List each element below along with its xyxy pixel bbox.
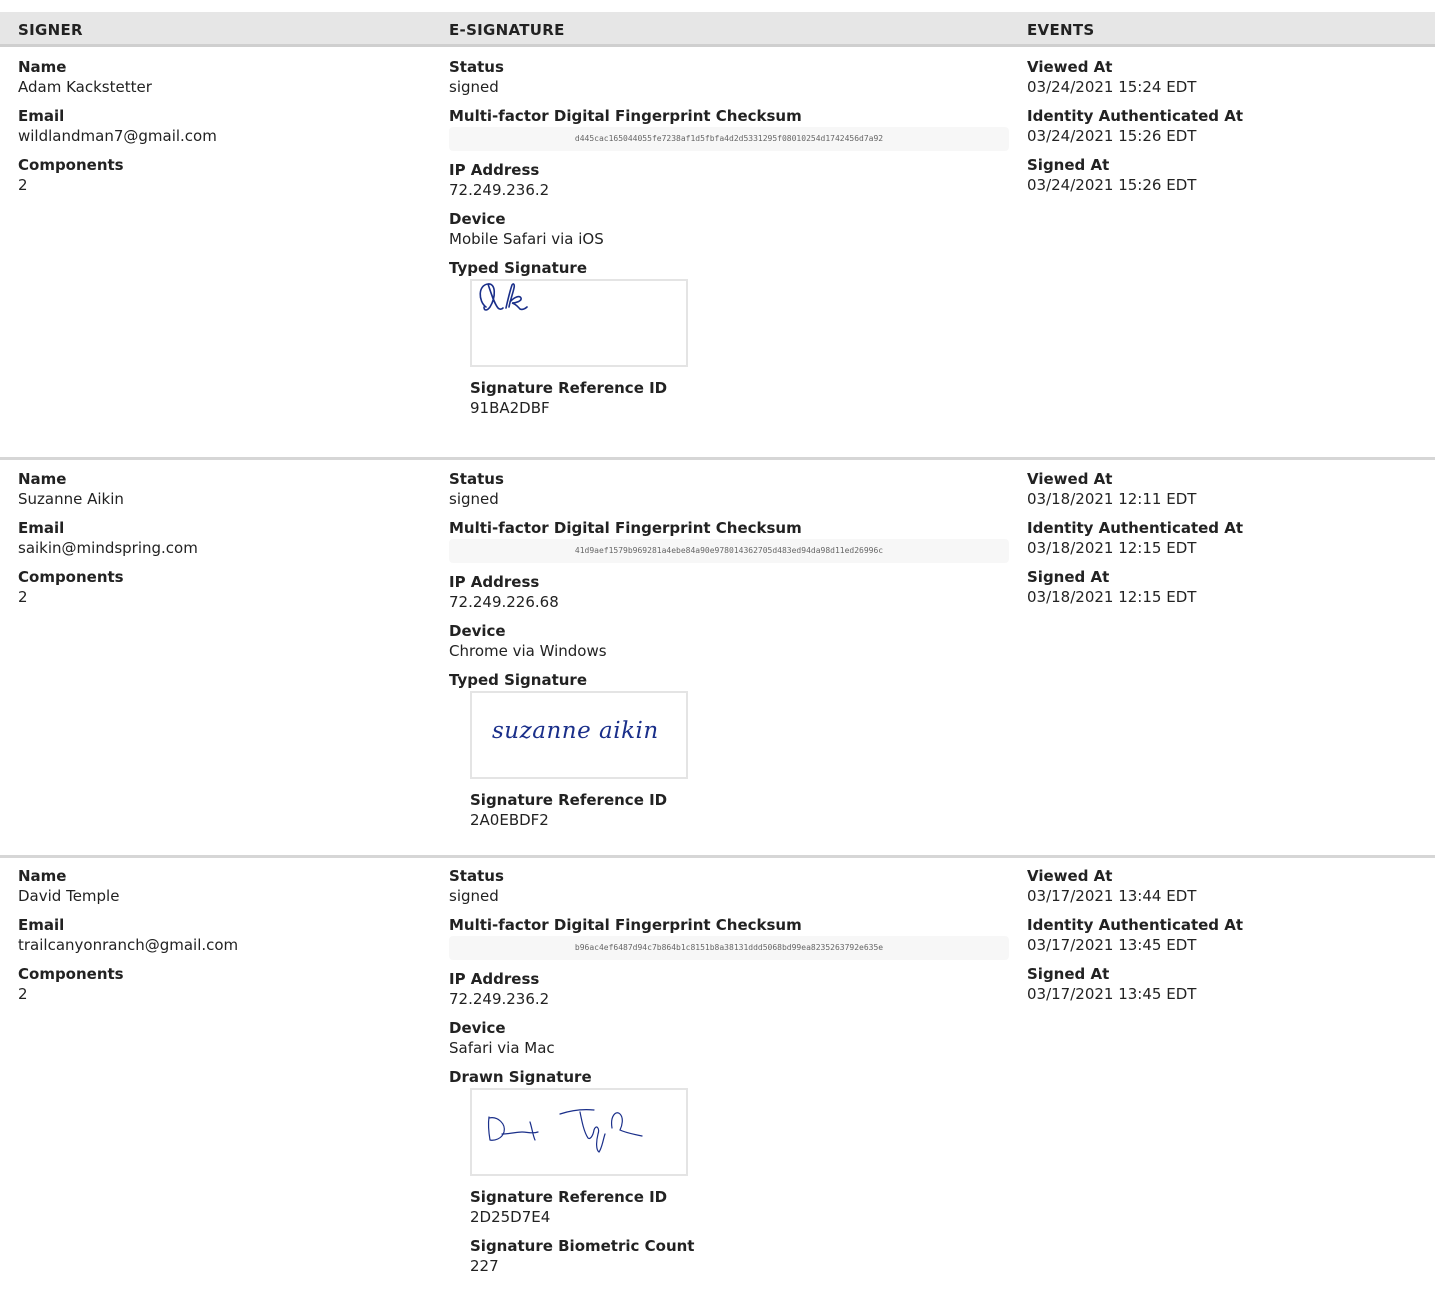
device-label: Device	[449, 210, 506, 228]
checksum-label: Multi-factor Digital Fingerprint Checksum	[449, 916, 802, 934]
header-signer: SIGNER	[18, 21, 83, 39]
typed-signature-ak	[472, 281, 686, 365]
viewed-at: 03/24/2021 15:24 EDT	[1027, 78, 1197, 96]
event-details	[1027, 57, 1427, 204]
signature-ref-label: Signature Reference ID	[470, 1188, 668, 1206]
signed-label: Signed At	[1027, 156, 1110, 174]
ip-label: IP Address	[449, 970, 540, 988]
signer-name: Adam Kackstetter	[18, 78, 152, 96]
viewed-at: 03/17/2021 13:44 EDT	[1027, 887, 1197, 905]
signature-ref-label: Signature Reference ID	[470, 791, 668, 809]
signature-type-label: Typed Signature	[449, 671, 588, 689]
header-esignature: E-SIGNATURE	[449, 21, 565, 39]
status-label: Status	[449, 867, 504, 885]
signer-components: 2	[18, 588, 28, 606]
device-value: Chrome via Windows	[449, 642, 607, 660]
signature-type-label: Typed Signature	[449, 259, 588, 277]
signer-details	[18, 469, 428, 616]
biometric-count-label: Signature Biometric Count	[470, 1237, 695, 1255]
device-value: Safari via Mac	[449, 1039, 555, 1057]
signature-ref-id: 91BA2DBF	[470, 399, 550, 417]
checksum-value: d445cac165044055fe7238af1d5fbfa4d2d5331295f08010254d1742456d7a92	[449, 127, 1009, 151]
components-label: Components	[18, 568, 124, 586]
device-label: Device	[449, 622, 506, 640]
svg-text:suzanne aikin: suzanne aikin	[492, 718, 659, 744]
viewed-label: Viewed At	[1027, 58, 1113, 76]
signed-at: 03/24/2021 15:26 EDT	[1027, 176, 1197, 194]
signature-image	[470, 691, 688, 779]
signed-at: 03/17/2021 13:45 EDT	[1027, 985, 1197, 1003]
checksum-value: 41d9aef1579b969281a4ebe84a90e978014362705d483ed94da98d11ed26996c	[449, 539, 1009, 563]
authenticated-at: 03/24/2021 15:26 EDT	[1027, 127, 1197, 145]
table-header	[0, 12, 1435, 47]
signer-status: signed	[449, 78, 499, 96]
signer-details	[18, 57, 428, 204]
email-label: Email	[18, 519, 65, 537]
signed-label: Signed At	[1027, 965, 1110, 983]
row-divider	[0, 855, 1435, 858]
email-label: Email	[18, 107, 65, 125]
ip-address: 72.249.236.2	[449, 990, 550, 1008]
signature-ref-id: 2A0EBDF2	[470, 811, 549, 829]
name-label: Name	[18, 470, 67, 488]
status-label: Status	[449, 470, 504, 488]
email-label: Email	[18, 916, 65, 934]
signer-status: signed	[449, 490, 499, 508]
ip-address: 72.249.226.68	[449, 593, 559, 611]
signer-details	[18, 866, 428, 1013]
event-details	[1027, 469, 1427, 616]
signer-email: trailcanyonranch@gmail.com	[18, 936, 239, 954]
signer-components: 2	[18, 176, 28, 194]
authenticated-label: Identity Authenticated At	[1027, 519, 1244, 537]
device-label: Device	[449, 1019, 506, 1037]
checksum-label: Multi-factor Digital Fingerprint Checksum	[449, 107, 802, 125]
authenticated-at: 03/18/2021 12:15 EDT	[1027, 539, 1197, 557]
checksum-label: Multi-factor Digital Fingerprint Checksum	[449, 519, 802, 537]
components-label: Components	[18, 965, 124, 983]
signature-type-label: Drawn Signature	[449, 1068, 592, 1086]
row-divider	[0, 457, 1435, 460]
device-value: Mobile Safari via iOS	[449, 230, 604, 248]
signer-email: saikin@mindspring.com	[18, 539, 198, 557]
authenticated-label: Identity Authenticated At	[1027, 107, 1244, 125]
viewed-at: 03/18/2021 12:11 EDT	[1027, 490, 1197, 508]
esignature-details	[449, 57, 1009, 427]
ip-label: IP Address	[449, 573, 540, 591]
ip-label: IP Address	[449, 161, 540, 179]
authenticated-at: 03/17/2021 13:45 EDT	[1027, 936, 1197, 954]
signer-name: David Temple	[18, 887, 120, 905]
ip-address: 72.249.236.2	[449, 181, 550, 199]
event-details	[1027, 866, 1427, 1013]
signature-ref-id: 2D25D7E4	[470, 1208, 551, 1226]
authenticated-label: Identity Authenticated At	[1027, 916, 1244, 934]
checksum-value: b96ac4ef6487d94c7b864b1c8151b8a38131ddd5068bd99ea8235263792e635e	[449, 936, 1009, 960]
status-label: Status	[449, 58, 504, 76]
drawn-signature	[472, 1090, 686, 1174]
viewed-label: Viewed At	[1027, 867, 1113, 885]
name-label: Name	[18, 867, 67, 885]
name-label: Name	[18, 58, 67, 76]
signer-email: wildlandman7@gmail.com	[18, 127, 217, 145]
esignature-details	[449, 469, 1009, 839]
components-label: Components	[18, 156, 124, 174]
typed-signature-suzanne-aikin	[472, 693, 686, 777]
signature-image	[470, 279, 688, 367]
signed-at: 03/18/2021 12:15 EDT	[1027, 588, 1197, 606]
signed-label: Signed At	[1027, 568, 1110, 586]
signer-status: signed	[449, 887, 499, 905]
header-events: EVENTS	[1027, 21, 1095, 39]
signer-components: 2	[18, 985, 28, 1003]
esignature-details	[449, 866, 1009, 1285]
biometric-count: 227	[470, 1257, 499, 1275]
viewed-label: Viewed At	[1027, 470, 1113, 488]
signer-name: Suzanne Aikin	[18, 490, 124, 508]
signature-ref-label: Signature Reference ID	[470, 379, 668, 397]
signature-image	[470, 1088, 688, 1176]
